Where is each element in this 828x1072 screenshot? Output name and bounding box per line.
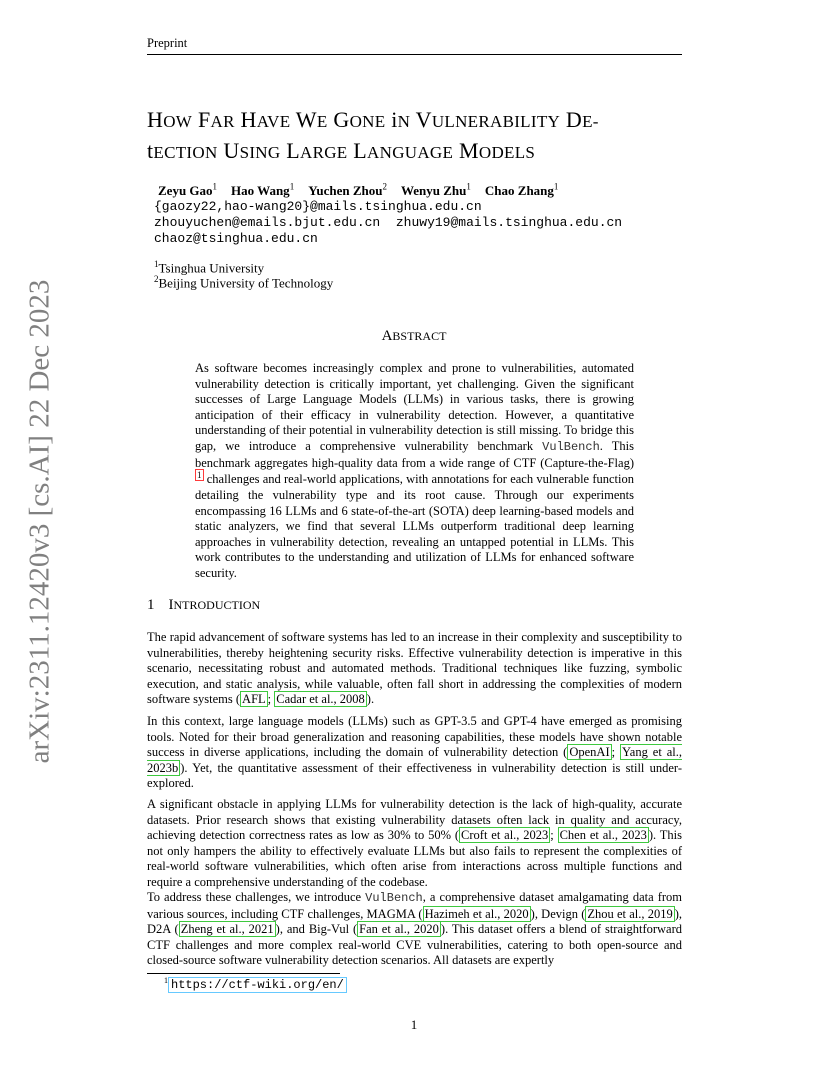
section-number: 1	[147, 597, 155, 613]
cite-zhou[interactable]: Zhou et al., 2019	[587, 906, 673, 921]
cite-afl[interactable]: AFL	[242, 692, 266, 707]
cite-zheng[interactable]: Zheng et al., 2021	[180, 922, 274, 937]
section-title: INTRODUCTION	[168, 597, 261, 613]
vulbench-name: VulBench	[365, 891, 423, 905]
footnote-url-link[interactable]: https://ctf-wiki.org/en/	[168, 977, 347, 993]
cite-croft[interactable]: Croft et al., 2023	[461, 828, 549, 843]
intro-paragraph-1: The rapid advancement of software systems has led to an increase in their complexity and susceptibility to vulnerabilities, thereby heightening security risks. Effective vulnerability detection is imperative in this scenario, necessitating robust and automated methods. Traditional techniques like fuzzing, symbolic execution, and static analysis, while valuable, often fall short in addressing the complexities of modern software systems ( AFL ; Cadar et al., 2008 ).	[147, 630, 682, 707]
title-line-2: tECTION USING LARGE LANGUAGE MODELS	[147, 138, 536, 163]
abstract-text: As software becomes increasingly complex and prone to vulnerabilities, automated vulnerability detection is critically important, yet challenging. Given the significant successes of Large Language Models (LLMs) in various tasks, there is growing anticipation of their efficacy in vulnerability detection. However, a quantitative understanding of their potential in vulnerability detection is still missing. To bridge this gap, we introduce a comprehensive vulnerability benchmark VulBench. This benchmark aggregates high-quality data from a wide range of CTF (Capture-the-Flag) $^1$ challenges and real-world applications, with annotations for each vulnerable function detailing the vulnerability type and its root cause. Through our experiments encompassing 16 LLMs and 6 state-of-the-art (SOTA) deep learning-based models and static analyzers, we find that several LLMs outperform traditional deep learning approaches in vulnerability detection, revealing an untapped potential in LLMs. This work contributes to the understanding and utilization of LLMs for enhanced software security.	[195, 361, 634, 580]
arxiv-watermark: arXiv:2311.12420v3 [cs.AI] 22 Dec 2023	[23, 279, 56, 764]
section-heading-introduction	[147, 597, 260, 614]
cite-openai[interactable]: OpenAI	[569, 745, 610, 760]
email-line-2	[154, 215, 622, 230]
cite-hazimeh[interactable]: Hazimeh et al., 2020	[424, 906, 529, 921]
running-header: Preprint	[147, 36, 188, 50]
cite-cadar[interactable]: Cadar et al., 2008	[276, 692, 365, 707]
email-line-3: chaoz@tsinghua.edu.cn	[154, 231, 318, 246]
header-rule	[147, 54, 682, 55]
title-line-1: HOW FAR HAVE WE GONE iN VULNERABILITY DE-	[147, 107, 599, 132]
email-zhou[interactable]: zhouyuchen@emails.bjut.edu.cn	[154, 215, 381, 230]
email-zhu[interactable]: zhuwy19@mails.tsinghua.edu.cn	[395, 215, 623, 230]
author-list	[158, 182, 572, 199]
vulbench-name: VulBench	[542, 439, 600, 454]
author-name: Zeyu Gao$^1$	[158, 182, 218, 199]
footnote-1: $^1$ https://ctf-wiki.org/en/	[164, 976, 347, 992]
paper-title	[147, 105, 692, 167]
abstract-heading: ABSTRACT	[381, 328, 447, 344]
author-name: Hao Wang$^1$	[231, 182, 295, 199]
affiliation-1: $^1$Tsinghua University	[154, 259, 265, 276]
footnote-link-1[interactable]: 1	[197, 470, 202, 481]
intro-paragraph-4: To address these challenges, we introduce VulBench, a comprehensive dataset amalgamating data from various sources, including CTF challenges, MAGMA ( Hazimeh et al., 2020 ), Devign ( Zhou et al., 2019 ), D2A ( Zheng et al., 2021 ), and Big-Vul ( Fan et al., 2020 ). This dataset offers a blend of straightforward CTF challenges and more complex real-world CVE vulnerabilities, catering to both open-source and closed-source software vulnerability detection scenarios. All datasets are expertly	[147, 890, 683, 968]
affiliation-2: $^2$Beijing University of Technology	[154, 274, 334, 291]
footnote-rule	[147, 973, 340, 974]
cite-fan[interactable]: Fan et al., 2020	[359, 922, 439, 937]
email-line-1: {gaozy22,hao-wang20}@mails.tsinghua.edu.cn	[154, 199, 482, 214]
page-number: 1	[410, 1017, 418, 1032]
cite-yang[interactable]: Yang et al., 2023b	[147, 745, 682, 775]
cite-chen[interactable]: Chen et al., 2023	[559, 828, 647, 843]
author-name: Yuchen Zhou$^2$	[308, 182, 387, 199]
author-name: Wenyu Zhu$^1$	[401, 182, 471, 199]
intro-paragraph-3: A significant obstacle in applying LLMs for vulnerability detection is the lack of high-quality, accurate datasets. Prior research shows that existing vulnerability datasets often lack in quality and accuracy, achieving detection correctness rates as low as 30% to 50% ( Croft et al., 2023 ; Chen et al., 2023 ). This not only hampers the ability to effectively evaluate LLMs but also fails to represent the complexities of real-world software vulnerabilities, which often arise from interactions across multiple functions and require a comprehensive understanding of the codebase.	[147, 797, 682, 889]
intro-paragraph-2: In this context, large language models (LLMs) such as GPT-3.5 and GPT-4 have emerged as promising tools. Noted for their broad generalization and reasoning capabilities, these models have shown notable success in diverse applications, including the domain of vulnerability detection ( OpenAI ; Yang et al., 2023b ). Yet, the quantitative assessment of their effectiveness in vulnerability detection is still under-explored.	[147, 714, 682, 791]
author-name: Chao Zhang$^1$	[484, 182, 559, 199]
